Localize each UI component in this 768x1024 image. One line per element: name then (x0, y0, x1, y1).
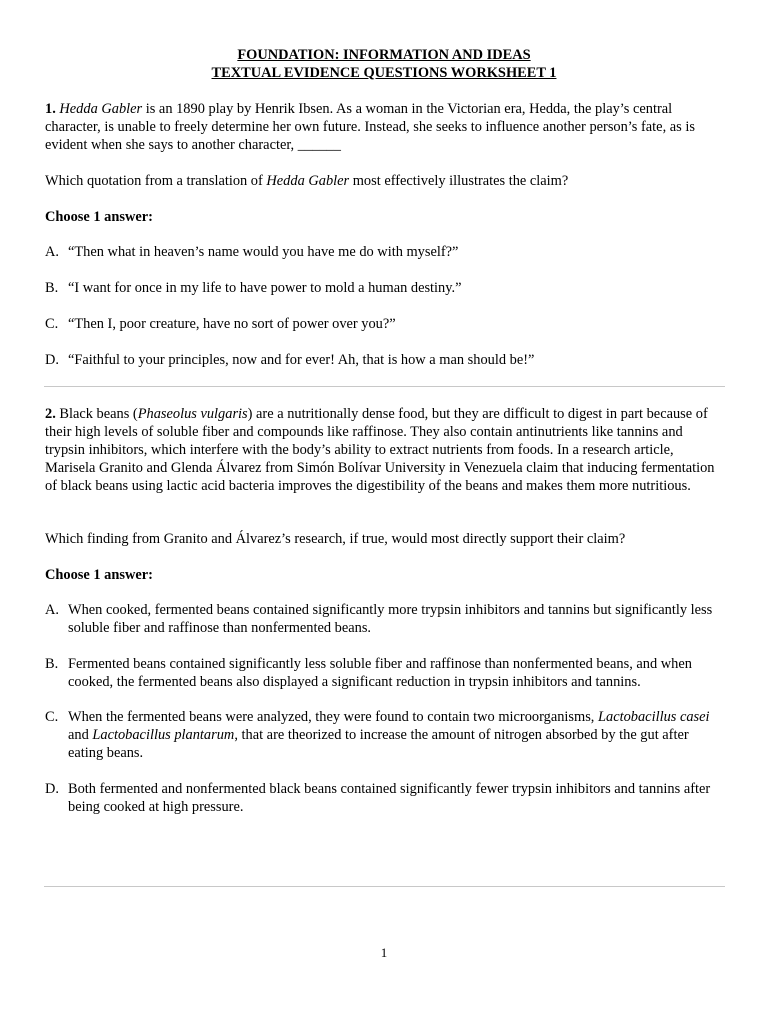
option-text: When cooked, fermented beans contained significantly more trypsin inhibitors and tannins but significantly less soluble fiber and raffinose than nonfermented beans. (68, 602, 713, 636)
question-1-choose-label: Choose 1 answer: (45, 209, 153, 225)
option-text-part: When the fermented beans were analyzed, they were found to contain two microorganisms, (68, 709, 599, 725)
footer-divider (44, 886, 725, 887)
question-1-option-c[interactable] (45, 315, 725, 333)
prompt-text: Which quotation from a translation of (45, 173, 267, 189)
option-text: “Faithful to your principles, now and for ever! Ah, that is how a man should be!” (68, 352, 535, 368)
work-title: Hedda Gabler (59, 101, 143, 117)
option-text (68, 708, 725, 762)
passage-text-rest: ) are a nutritionally dense food, but they are difficult to digest in part because of their high levels of soluble fiber and compounds like raffinose. They also contain antinutrients like tannins and trypsin inhibitors, which interfere with the body’s ability to extract nutrients from foods. In a research article, Marisela Granito and Glenda Álvarez from Simón Bolívar University in Venezuela claim that inducing fermentation of black beans using lactic acid bacteria improves the digestibility of the beans and makes them more nutritious. (45, 406, 715, 494)
question-2-passage (45, 405, 725, 495)
option-letter: C. (45, 316, 59, 332)
passage-text: Black beans ( (55, 406, 138, 422)
option-letter: D. (45, 781, 59, 797)
question-2-option-b[interactable] (45, 655, 725, 691)
worksheet-title-line2: TEXTUAL EVIDENCE QUESTIONS WORKSHEET 1 (211, 65, 557, 81)
question-1-option-d[interactable] (45, 351, 725, 369)
option-text-part: , that are theorized to increase the amount of nitrogen absorbed by the gut after eating beans. (68, 727, 689, 761)
species-name: Lactobacillus plantarum (92, 727, 235, 743)
question-1-number: 1. (45, 101, 56, 117)
question-2-option-c[interactable] (45, 708, 725, 762)
species-name: Lactobacillus casei (598, 709, 710, 725)
option-text-part: and (68, 727, 93, 743)
option-text: Fermented beans contained significantly less soluble fiber and raffinose than nonfermented beans, and when cooked, the fermented beans also displayed a significant reduction in trypsin inhibitors and tannins. (68, 656, 692, 690)
question-1-option-b[interactable] (45, 279, 725, 297)
question-2-number: 2. (45, 406, 56, 422)
question-2-option-a[interactable] (45, 601, 725, 637)
species-name: Phaseolus vulgaris (137, 406, 248, 422)
question-1-prompt (45, 172, 725, 190)
question-1-passage (45, 100, 725, 154)
question-2-option-d[interactable] (45, 780, 725, 816)
question-2-choose-label: Choose 1 answer: (45, 567, 153, 583)
option-text: “Then what in heaven’s name would you have me do with myself?” (68, 244, 459, 260)
option-letter: A. (45, 244, 59, 260)
option-text: “Then I, poor creature, have no sort of power over you?” (68, 316, 396, 332)
option-letter: B. (45, 280, 59, 296)
option-text: “I want for once in my life to have power to mold a human destiny.” (68, 280, 462, 296)
option-letter: B. (45, 656, 59, 672)
option-letter: A. (45, 602, 59, 618)
page-number: 1 (380, 945, 388, 960)
prompt-work-title: Hedda Gabler (266, 173, 350, 189)
worksheet-title-line1: FOUNDATION: INFORMATION AND IDEAS (237, 47, 531, 63)
question-1-option-a[interactable] (45, 243, 725, 261)
option-text: Both fermented and nonfermented black beans contained significantly fewer trypsin inhibitors and tannins after being cooked at high pressure. (68, 781, 711, 815)
question-2-prompt: Which finding from Granito and Álvarez’s research, if true, would most directly support their claim? (45, 531, 626, 547)
prompt-text-end: most effectively illustrates the claim? (349, 173, 569, 189)
section-divider (44, 386, 725, 387)
option-letter: D. (45, 352, 59, 368)
question-1-passage-text: is an 1890 play by Henrik Ibsen. As a woman in the Victorian era, Hedda, the play’s central character, is unable to freely determine her own future. Instead, she seeks to influence another person’s fate, as is evident when she says to another character, ______ (45, 101, 695, 153)
option-letter: C. (45, 709, 59, 725)
